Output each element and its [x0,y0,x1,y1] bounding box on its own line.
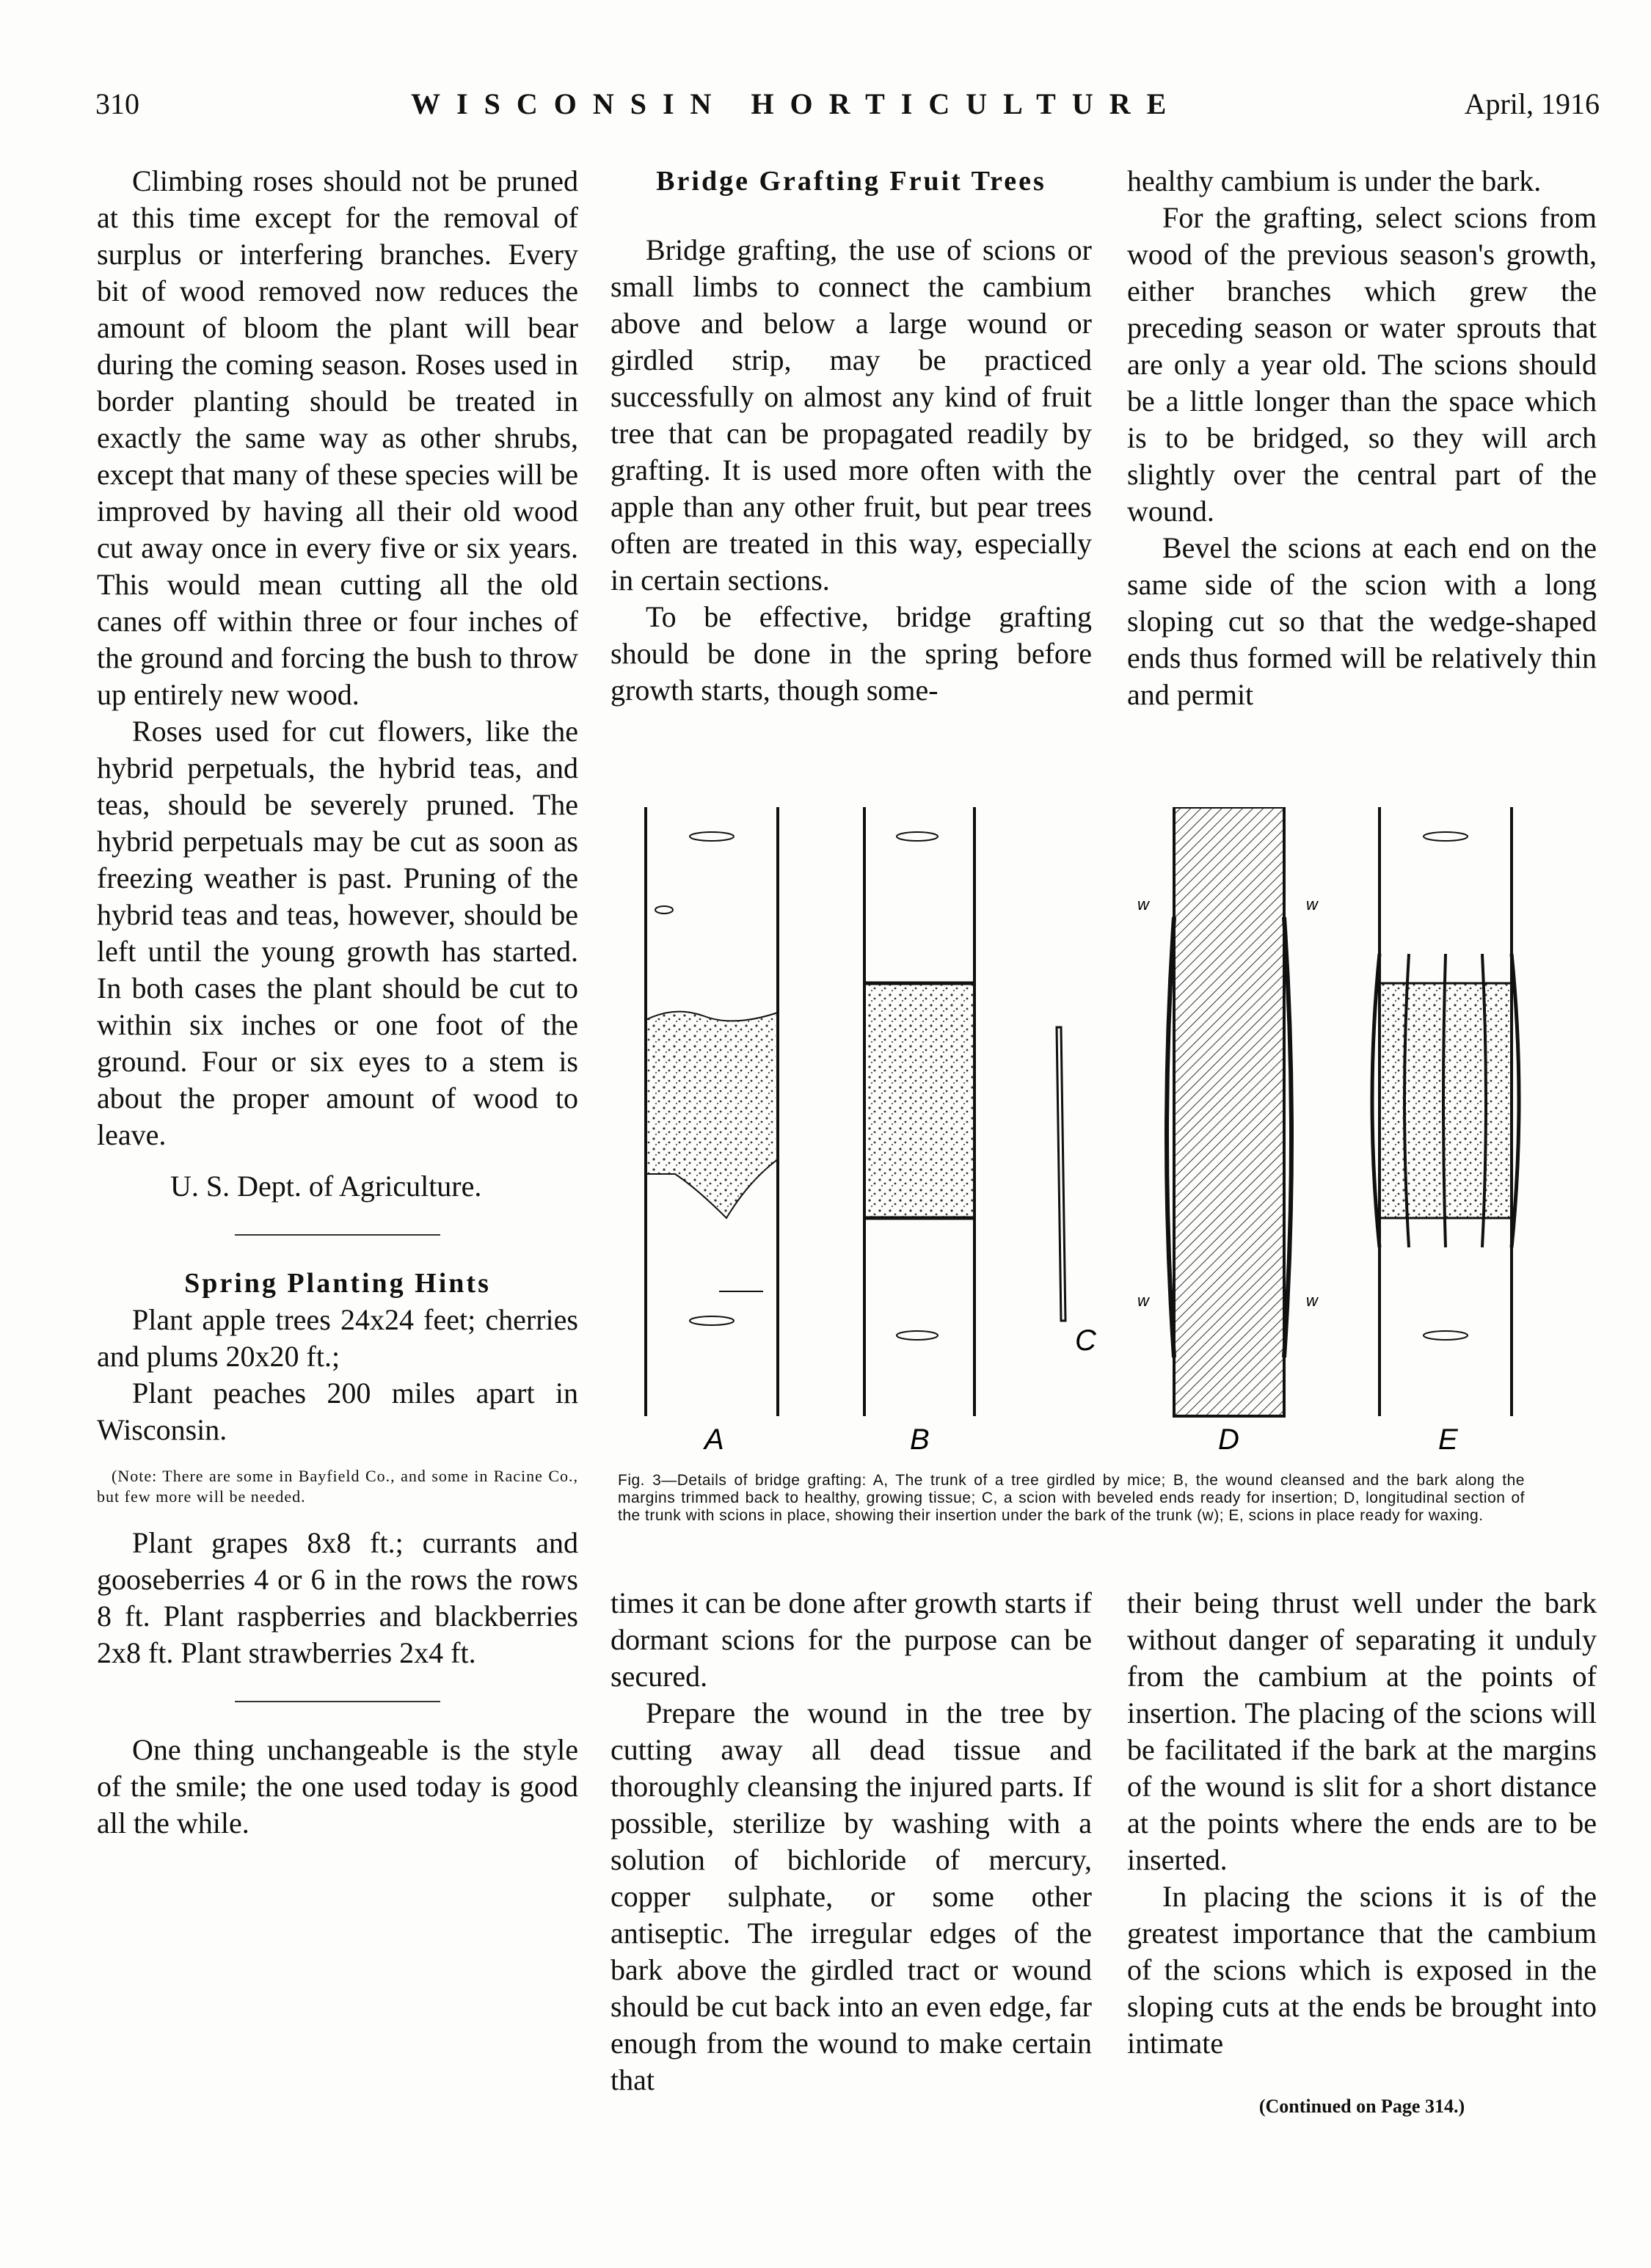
paragraph: times it can be done after growth starts if dormant scions for the purpose can be secured. [611,1586,1092,1693]
column-right-bottom [1127,1585,1597,2125]
article-signature: U. S. Dept. of Agriculture. [170,1170,482,1203]
section-d-drawing [1167,807,1291,1416]
editor-note: (Note: There are some in Bayfield Co., and some in Racine Co., but few more will be needed. [97,1467,578,1506]
divider [235,1234,440,1236]
paragraph: In placing the scions it is of the greatest importance that the cambium of the scions which is exposed in the sloping cuts at the ends be brought into intimate [1127,1880,1597,2060]
column-middle-top [611,163,1092,709]
paragraph: Roses used for cut flowers, like the hybrid perpetuals, the hybrid teas, and teas, should be severely pruned. The hybrid perpetuals may be cut as soon as freezing weather is past. Pruning of the hybrid teas and teas, however, should be left until the young growth has started. In both cases the plant should be cut to within six inches or one foot of the ground. Four or six eyes to a stem is about the proper amount of wood to leave. [97,715,578,1151]
paragraph: Climbing roses should not be pruned at this time except for the removal of surplus or interfering branches. Every bit of wood removed now reduces the amount of bloom the plant will bear during the coming season. Roses used in border planting should be treated in exactly the same way as other shrubs, except that many of these species will be improved by having all their old wood cut away once in every five or six years. This would mean cutting all the old canes off within three or four inches of the ground and forcing the bush to throw up entirely new wood. [97,164,578,711]
figure-label-e: E [1438,1423,1458,1453]
column-right-top [1127,163,1597,713]
article-heading: Spring Planting Hints [184,1268,491,1299]
paragraph: For the grafting, select scions from wood of the previous season's growth, either branches which grew the preceding season or water sprouts that are only a year old. The scions should be a little longer than the space which is to be bridged, so they will arch slightly over the central part of the wound. [1127,201,1597,528]
scion-c-drawing [1057,1027,1065,1321]
paragraph: their being thrust well under the bark without danger of separating it unduly from the cambium at the points of insertion. The placing of the scions will be facilitated if the bark at the margins of the wound is slit for a short distance at the points where the ends are to be inserted. [1127,1586,1597,1876]
paragraph: Prepare the wound in the tree by cutting away all dead tissue and thoroughly cleansing the injured parts. If possible, sterilize by washing with a solution of bichloride of mercury, copper sulphate, or some other antiseptic. The irregular edges of the bark above the girdled tract or wound should be cut back into an even edge, far enough from the wound to make certain that [611,1696,1092,2096]
paragraph: Bevel the scions at each end on the same side of the scion with a long sloping cut so that the wedge-shaped ends thus formed will be relatively thin and permit [1127,531,1597,711]
paragraph: Bridge grafting, the use of scions or small limbs to connect the cambium above and below a large wound or girdled strip, may be practiced successfully on almost any kind of fruit tree that can be propagated readily by grafting. It is used more often with the apple than any other fruit, but pear trees often are treated in this way, especially in certain sections. [611,233,1092,597]
trunk-a-drawing [646,807,778,1416]
paragraph: Plant peaches 200 miles apart in Wisconsin. [97,1377,578,1446]
article-heading: Bridge Grafting Fruit Trees [656,166,1046,197]
figure-caption: Fig. 3—Details of bridge grafting: A, The trunk of a tree girdled by mice; B, the wound cleansed and the bark along the margins trimmed back to healthy, growing tissue; C, a scion with beveled ends ready for insertion; D, longitudinal section of the trunk with scions in place, showing their insertion under the bark of the trunk (w); E, scions in place ready for waxing. [618,1472,1525,1524]
issue-date: April, 1916 [1464,87,1600,120]
trunk-b-drawing [864,807,974,1416]
paragraph: healthy cambium is under the bark. [1127,164,1542,197]
figure-label-d: D [1218,1423,1239,1453]
figure-label-w: w [1137,1291,1149,1310]
figure-label-b: B [910,1423,930,1453]
trunk-e-drawing [1372,807,1519,1416]
paragraph: Plant apple trees 24x24 feet; cherries and plums 20x20 ft.; [97,1303,578,1373]
figure-label-a: A [704,1423,724,1453]
figure-label-c: C [1075,1324,1096,1357]
figure-label-w: w [1306,1291,1318,1310]
column-middle-bottom [611,1585,1092,2099]
figure-label-w: w [1306,895,1318,914]
journal-title: WISCONSIN HORTICULTURE [411,87,1183,120]
figure-label-w: w [1137,895,1149,914]
page-number: 310 [95,87,139,120]
divider [235,1701,440,1702]
column-left [97,163,578,1842]
paragraph: To be effective, bridge grafting should be done in the spring before growth starts, though some- [611,600,1092,707]
paragraph: One thing unchangeable is the style of the smile; the one used today is good all the while. [97,1733,578,1839]
paragraph: Plant grapes 8x8 ft.; currants and gooseberries 4 or 6 in the rows the rows 8 ft. Plant raspberries and blackberries 2x8 ft. Plant strawberries 2x4 ft. [97,1526,578,1669]
continued-notice: (Continued on Page 314.) [1258,2096,1465,2117]
bridge-grafting-figure [631,807,1534,1453]
